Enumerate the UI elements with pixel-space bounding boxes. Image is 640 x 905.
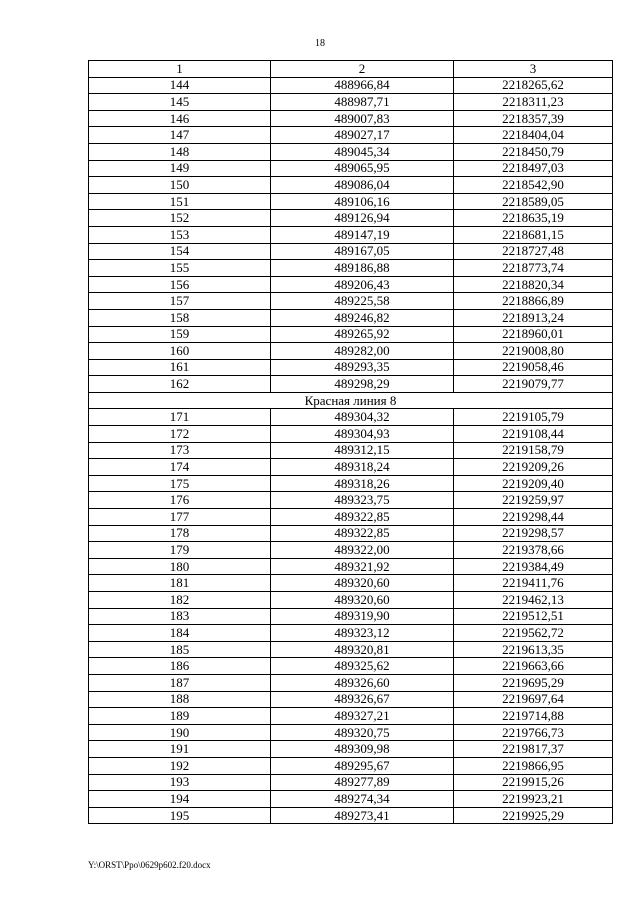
table-cell: 145 (89, 94, 271, 111)
table-cell: 2219915,26 (454, 774, 613, 791)
table-cell: 489320,75 (271, 724, 454, 741)
table-row (89, 293, 613, 310)
table-cell: 190 (89, 724, 271, 741)
table-cell: 489295,67 (271, 757, 454, 774)
table-cell: 489322,85 (271, 509, 454, 526)
table-cell: 2219158,79 (454, 442, 613, 459)
table-cell: 2219925,29 (454, 807, 613, 824)
table-cell: 178 (89, 525, 271, 542)
table-cell: 154 (89, 243, 271, 260)
table-cell: 153 (89, 226, 271, 243)
table-cell: 2219695,29 (454, 674, 613, 691)
table-cell: 151 (89, 193, 271, 210)
table-row (89, 160, 613, 177)
section-title: Красная линия 8 (89, 392, 613, 409)
table-cell: 191 (89, 741, 271, 758)
table-row (89, 426, 613, 443)
table-cell: 2218681,15 (454, 226, 613, 243)
table-cell: 2218311,23 (454, 94, 613, 111)
table-cell: 2218866,89 (454, 293, 613, 310)
table-cell: 489186,88 (271, 260, 454, 277)
table-cell: 183 (89, 608, 271, 625)
table-cell: 2219562,72 (454, 625, 613, 642)
table-row (89, 177, 613, 194)
table-cell: 177 (89, 509, 271, 526)
table-cell: 182 (89, 592, 271, 609)
coordinates-table-body (89, 61, 613, 824)
table-cell: 489322,85 (271, 525, 454, 542)
section-row (89, 392, 613, 409)
table-row (89, 127, 613, 144)
table-cell: 2219866,95 (454, 757, 613, 774)
table-cell: 489206,43 (271, 276, 454, 293)
table-cell: 489298,29 (271, 376, 454, 393)
table-cell: 489327,21 (271, 708, 454, 725)
table-cell: 2218265,62 (454, 77, 613, 94)
table-cell: 489318,24 (271, 459, 454, 476)
table-row (89, 343, 613, 360)
table-row (89, 691, 613, 708)
table-cell: 489322,00 (271, 542, 454, 559)
table-cell: 489323,75 (271, 492, 454, 509)
table-cell: 157 (89, 293, 271, 310)
table-row (89, 791, 613, 808)
table-cell: 2218357,39 (454, 110, 613, 127)
table-cell: 189 (89, 708, 271, 725)
table-cell: 2218497,03 (454, 160, 613, 177)
table-cell: 2218960,01 (454, 326, 613, 343)
table-cell: 2219714,88 (454, 708, 613, 725)
table-cell: 2219697,64 (454, 691, 613, 708)
table-cell: 162 (89, 376, 271, 393)
table-cell: 2218773,74 (454, 260, 613, 277)
table-cell: 192 (89, 757, 271, 774)
table-cell: 2219411,76 (454, 575, 613, 592)
table-cell: 489167,05 (271, 243, 454, 260)
table-cell: 489304,93 (271, 426, 454, 443)
table-cell: 172 (89, 426, 271, 443)
coordinates-table-container (88, 60, 612, 824)
table-cell: 2219663,66 (454, 658, 613, 675)
table-cell: 155 (89, 260, 271, 277)
header-cell-3: 3 (454, 61, 613, 78)
table-row (89, 359, 613, 376)
table-cell: 489065,95 (271, 160, 454, 177)
table-cell: 2219613,35 (454, 641, 613, 658)
table-row (89, 110, 613, 127)
file-path-footer: Y:\ORST\Ppo\0629p602.f20.docx (88, 860, 211, 870)
table-cell: 2219259,97 (454, 492, 613, 509)
table-row (89, 376, 613, 393)
table-row (89, 592, 613, 609)
table-row (89, 807, 613, 824)
table-row (89, 326, 613, 343)
table-cell: 489086,04 (271, 177, 454, 194)
table-cell: 489246,82 (271, 309, 454, 326)
table-cell: 489273,41 (271, 807, 454, 824)
table-row (89, 475, 613, 492)
table-row (89, 674, 613, 691)
table-cell: 489265,92 (271, 326, 454, 343)
table-cell: 489319,90 (271, 608, 454, 625)
table-row (89, 575, 613, 592)
table-cell: 489304,32 (271, 409, 454, 426)
table-row (89, 542, 613, 559)
table-row (89, 492, 613, 509)
table-row (89, 774, 613, 791)
table-cell: 489293,35 (271, 359, 454, 376)
table-cell: 489309,98 (271, 741, 454, 758)
table-cell: 2218450,79 (454, 143, 613, 160)
table-cell: 489326,60 (271, 674, 454, 691)
table-cell: 489320,60 (271, 575, 454, 592)
table-cell: 2219008,80 (454, 343, 613, 360)
table-cell: 489320,60 (271, 592, 454, 609)
table-row (89, 210, 613, 227)
page-number: 18 (315, 38, 325, 49)
table-cell: 2219462,13 (454, 592, 613, 609)
table-row (89, 641, 613, 658)
table-row (89, 608, 613, 625)
table-cell: 489321,92 (271, 558, 454, 575)
table-row (89, 442, 613, 459)
table-cell: 489323,12 (271, 625, 454, 642)
table-cell: 193 (89, 774, 271, 791)
table-row (89, 226, 613, 243)
table-cell: 489318,26 (271, 475, 454, 492)
table-cell: 489007,83 (271, 110, 454, 127)
table-cell: 2219384,49 (454, 558, 613, 575)
table-cell: 186 (89, 658, 271, 675)
table-cell: 2219209,40 (454, 475, 613, 492)
table-row (89, 260, 613, 277)
table-cell: 194 (89, 791, 271, 808)
table-cell: 2219298,44 (454, 509, 613, 526)
table-cell: 158 (89, 309, 271, 326)
table-header-row (89, 61, 613, 78)
table-cell: 489147,19 (271, 226, 454, 243)
table-cell: 489320,81 (271, 641, 454, 658)
table-row (89, 459, 613, 476)
table-cell: 175 (89, 475, 271, 492)
table-cell: 188 (89, 691, 271, 708)
table-row (89, 276, 613, 293)
table-cell: 488987,71 (271, 94, 454, 111)
table-row (89, 143, 613, 160)
table-row (89, 658, 613, 675)
table-cell: 161 (89, 359, 271, 376)
table-cell: 489325,62 (271, 658, 454, 675)
table-cell: 2219108,44 (454, 426, 613, 443)
table-row (89, 625, 613, 642)
table-cell: 2218542,90 (454, 177, 613, 194)
coordinates-table (88, 60, 613, 824)
table-cell: 489312,15 (271, 442, 454, 459)
table-row (89, 77, 613, 94)
table-cell: 2218635,19 (454, 210, 613, 227)
table-cell: 489326,67 (271, 691, 454, 708)
table-row (89, 724, 613, 741)
table-cell: 152 (89, 210, 271, 227)
table-cell: 2218589,05 (454, 193, 613, 210)
table-cell: 489045,34 (271, 143, 454, 160)
table-cell: 180 (89, 558, 271, 575)
table-row (89, 741, 613, 758)
table-row (89, 243, 613, 260)
table-row (89, 309, 613, 326)
table-cell: 489225,58 (271, 293, 454, 310)
table-cell: 2218820,34 (454, 276, 613, 293)
table-cell: 488966,84 (271, 77, 454, 94)
table-cell: 187 (89, 674, 271, 691)
table-cell: 159 (89, 326, 271, 343)
table-cell: 489282,00 (271, 343, 454, 360)
table-cell: 2218404,04 (454, 127, 613, 144)
table-cell: 2219298,57 (454, 525, 613, 542)
table-cell: 2219512,51 (454, 608, 613, 625)
table-cell: 179 (89, 542, 271, 559)
table-cell: 147 (89, 127, 271, 144)
table-cell: 2218727,48 (454, 243, 613, 260)
table-cell: 149 (89, 160, 271, 177)
table-row (89, 558, 613, 575)
table-cell: 181 (89, 575, 271, 592)
table-row (89, 708, 613, 725)
table-cell: 185 (89, 641, 271, 658)
table-cell: 2219378,66 (454, 542, 613, 559)
table-cell: 2219766,73 (454, 724, 613, 741)
table-cell: 2219923,21 (454, 791, 613, 808)
table-cell: 144 (89, 77, 271, 94)
table-cell: 2219058,46 (454, 359, 613, 376)
table-row (89, 509, 613, 526)
table-cell: 174 (89, 459, 271, 476)
table-cell: 489126,94 (271, 210, 454, 227)
table-cell: 489274,34 (271, 791, 454, 808)
table-cell: 176 (89, 492, 271, 509)
table-row (89, 193, 613, 210)
table-cell: 2219209,26 (454, 459, 613, 476)
table-cell: 173 (89, 442, 271, 459)
table-cell: 489027,17 (271, 127, 454, 144)
table-cell: 195 (89, 807, 271, 824)
table-cell: 148 (89, 143, 271, 160)
table-cell: 2219817,37 (454, 741, 613, 758)
table-cell: 2219079,77 (454, 376, 613, 393)
table-row (89, 94, 613, 111)
table-cell: 184 (89, 625, 271, 642)
table-row (89, 525, 613, 542)
table-cell: 146 (89, 110, 271, 127)
table-cell: 171 (89, 409, 271, 426)
header-cell-1: 1 (89, 61, 271, 78)
table-cell: 489277,89 (271, 774, 454, 791)
table-row (89, 409, 613, 426)
table-cell: 489106,16 (271, 193, 454, 210)
table-row (89, 757, 613, 774)
table-cell: 150 (89, 177, 271, 194)
table-cell: 2218913,24 (454, 309, 613, 326)
table-cell: 160 (89, 343, 271, 360)
table-cell: 156 (89, 276, 271, 293)
header-cell-2: 2 (271, 61, 454, 78)
table-cell: 2219105,79 (454, 409, 613, 426)
